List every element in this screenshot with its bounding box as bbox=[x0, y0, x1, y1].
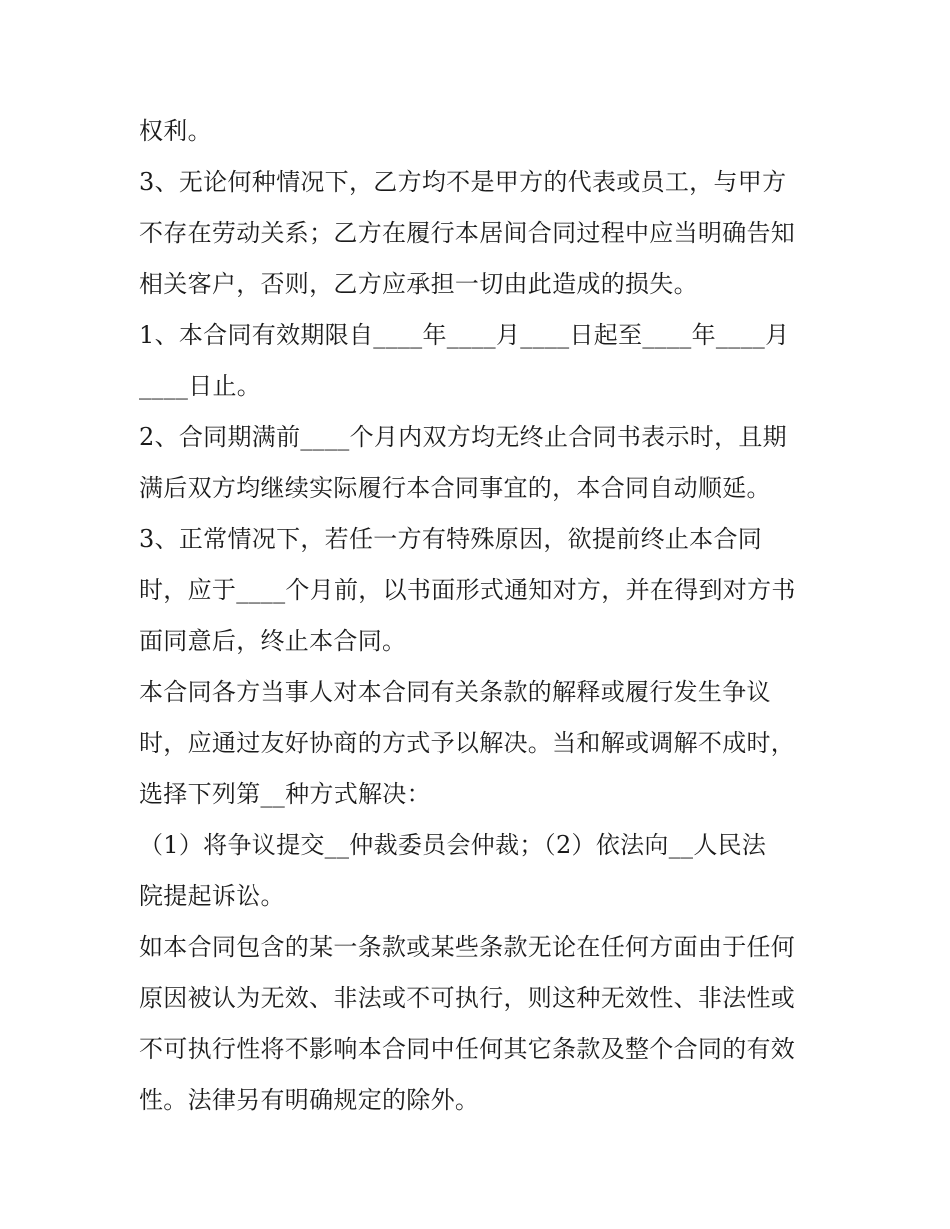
text-line: 3、无论何种情况下，乙方均不是甲方的代表或员工，与甲方 bbox=[139, 168, 787, 196]
text-line: 不可执行性将不影响本合同中任何其它条款及整个合同的有效 bbox=[139, 1035, 796, 1063]
text-line: 不存在劳动关系；乙方在履行本居间合同过程中应当明确告知 bbox=[139, 219, 796, 247]
text-line: 选择下列第__种方式解决： bbox=[139, 780, 431, 808]
text-line: 1、本合同有效期限自____年____月____日起至____年____月 bbox=[139, 321, 790, 349]
text-line: 权利。 bbox=[139, 117, 212, 145]
text-line: 时，应通过友好协商的方式予以解决。当和解或调解不成时， bbox=[139, 729, 796, 757]
text-line: 原因被认为无效、非法或不可执行，则这种无效性、非法性或 bbox=[139, 984, 796, 1012]
text-line: 院提起诉讼。 bbox=[139, 882, 285, 910]
text-line: 性。法律另有明确规定的除外。 bbox=[139, 1086, 480, 1114]
text-line: 相关客户，否则，乙方应承担一切由此造成的损失。 bbox=[139, 270, 698, 298]
text-line: 本合同各方当事人对本合同有关条款的解释或履行发生争议 bbox=[139, 678, 771, 706]
contract-text bbox=[139, 106, 819, 1126]
text-line: （1）将争议提交__仲裁委员会仲裁；（2）依法向__人民法 bbox=[139, 831, 767, 859]
text-line: 满后双方均继续实际履行本合同事宜的，本合同自动顺延。 bbox=[139, 474, 771, 502]
text-line: 2、合同期满前____个月内双方均无终止合同书表示时，且期 bbox=[139, 423, 787, 451]
text-line: ____日止。 bbox=[139, 372, 262, 400]
text-line: 时，应于____个月前，以书面形式通知对方，并在得到对方书 bbox=[139, 576, 796, 604]
text-line: 3、正常情况下，若任一方有特殊原因，欲提前终止本合同 bbox=[139, 525, 763, 553]
text-line: 面同意后，终止本合同。 bbox=[139, 627, 407, 655]
text-line: 如本合同包含的某一条款或某些条款无论在任何方面由于任何 bbox=[139, 933, 796, 961]
